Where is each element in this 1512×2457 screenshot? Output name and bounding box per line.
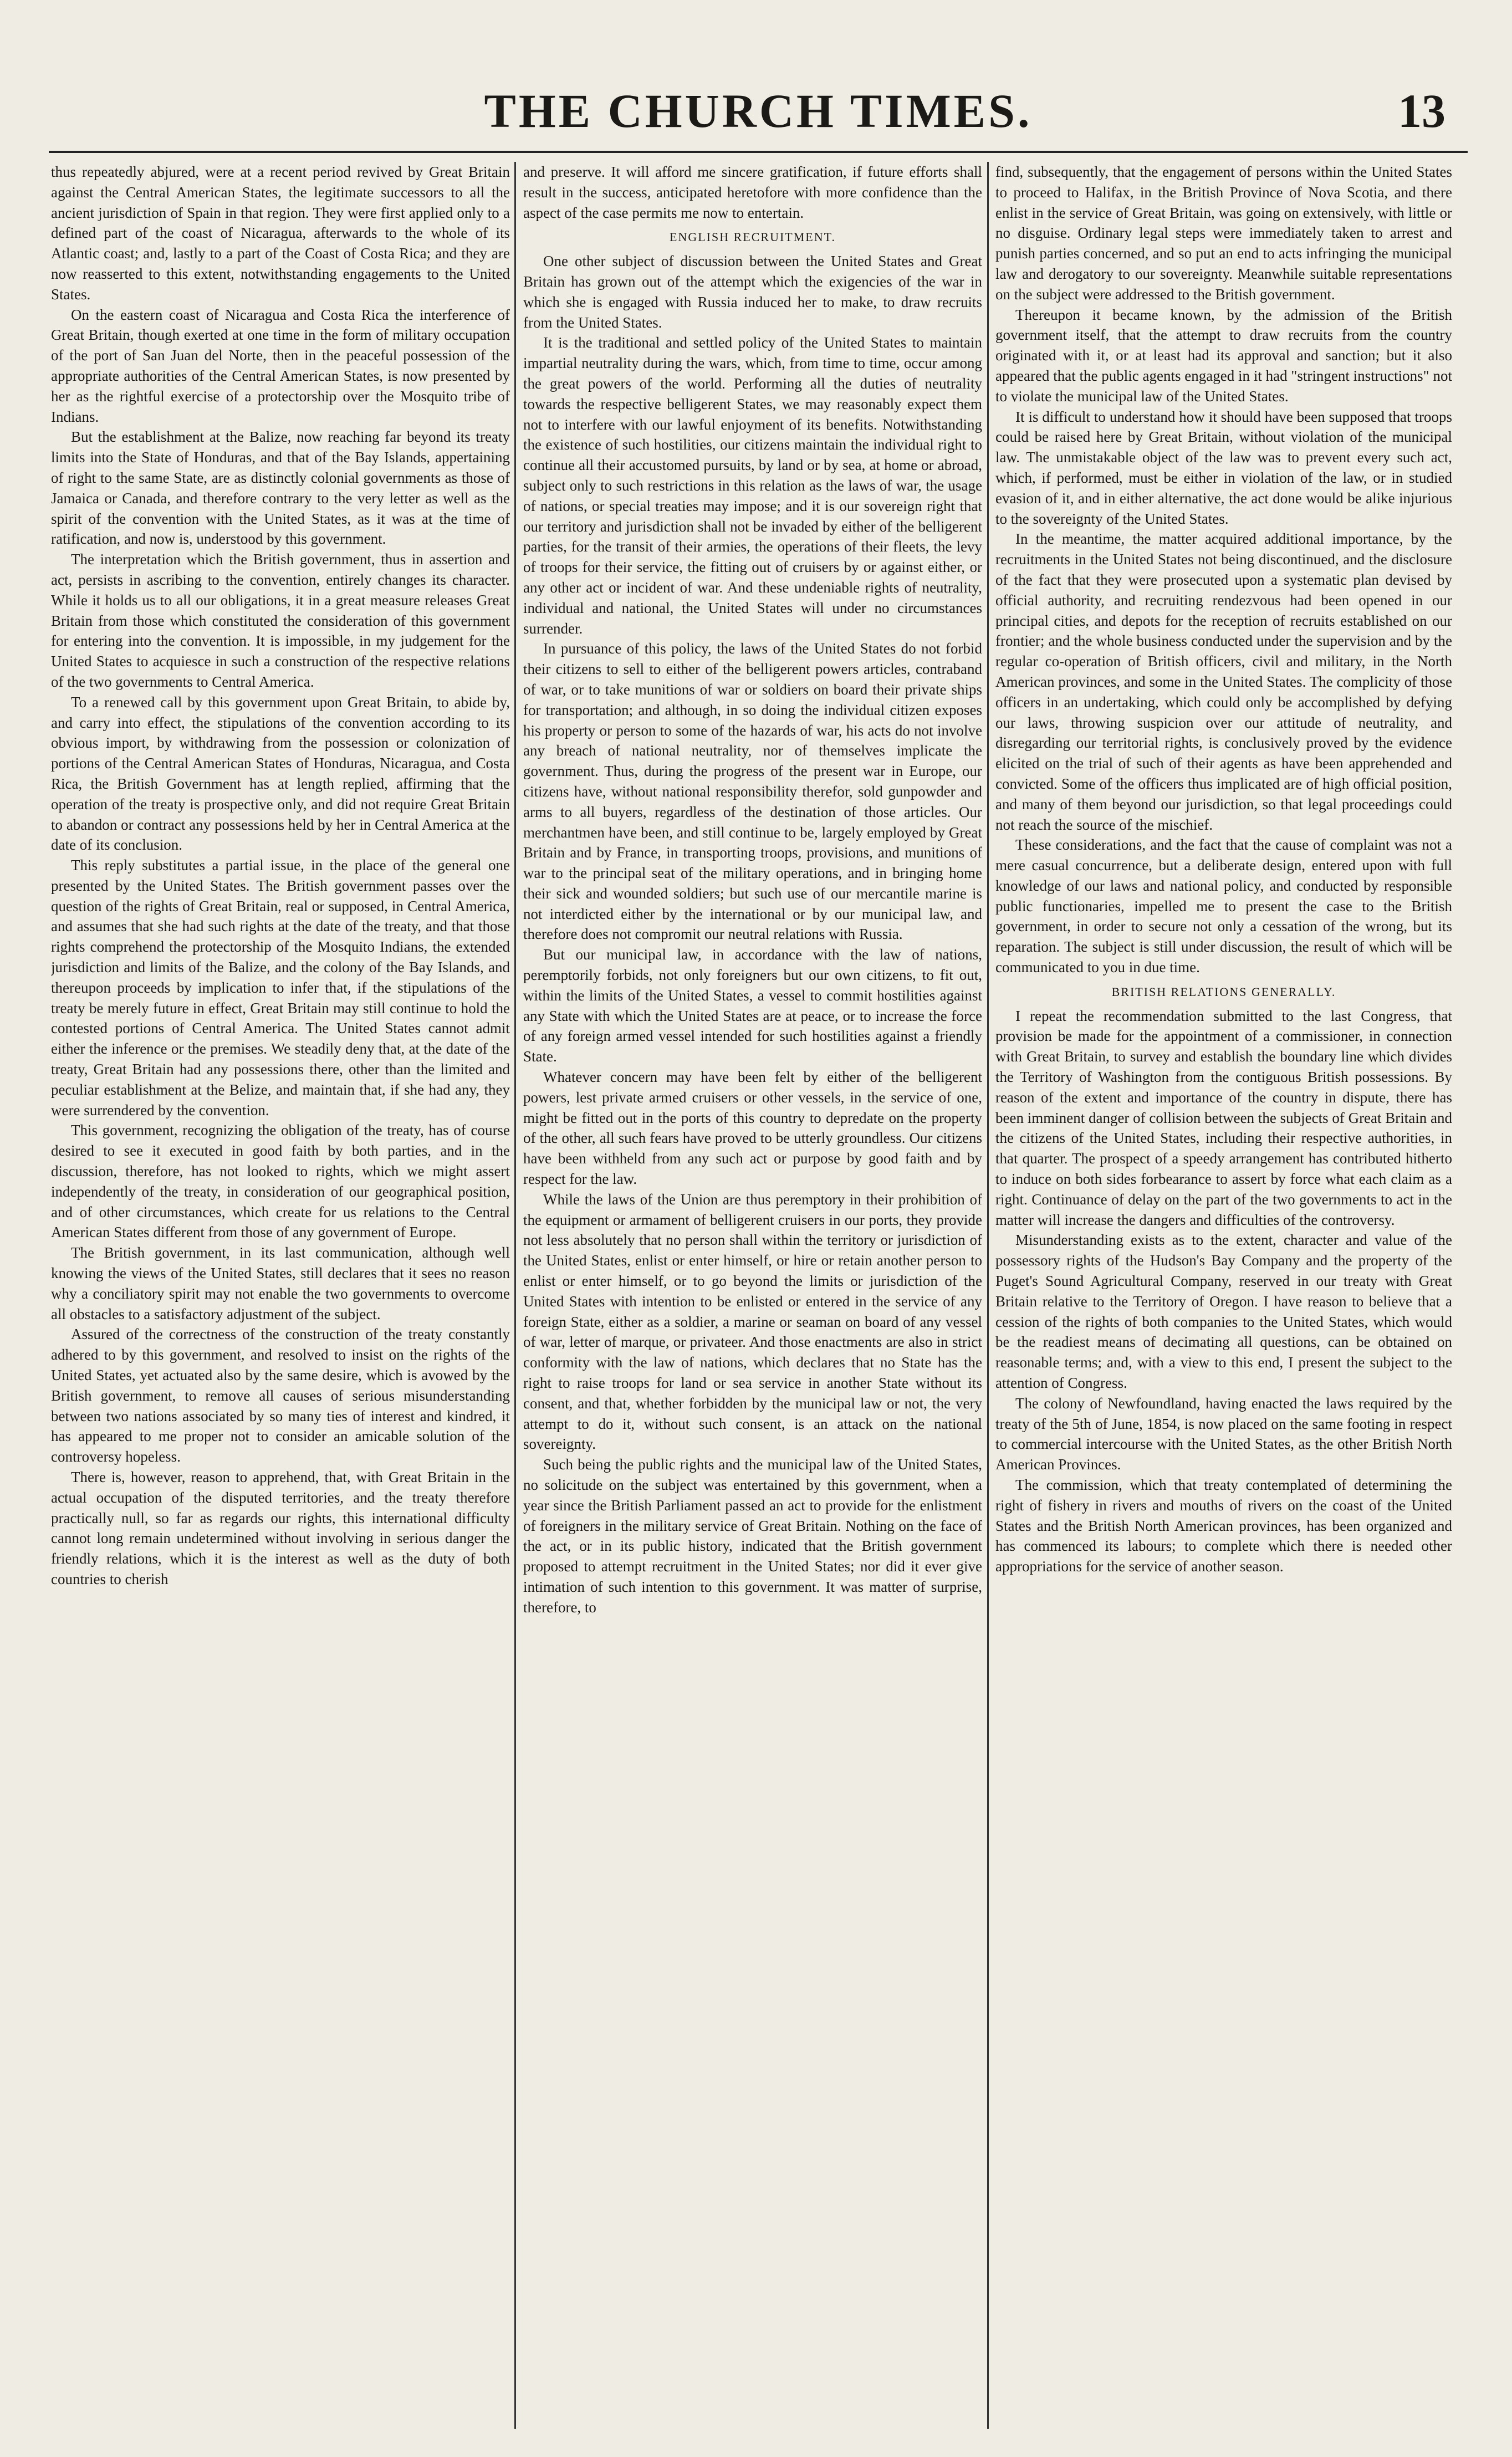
paragraph: In pursuance of this policy, the laws of the United States do not forbid their citizens to sell to either of the belligerent powers articles, contraband of war, or to take munitions of war or soldiers on board their private ships for transportation; and although, in so doing the individual citizen exposes his property or person to some of the hazards of war, his acts do not involve any breach of national neutrality, nor of themselves implicate the government. Thus, during the progress of the present war in Europe, our citizens have, without national responsibility therefor, sold gunpowder and arms to all buyers, regardless of the destination of those articles. Our merchantmen have been, and still continue to be, largely employed by Great Britain and by France, in transporting troops, provisions, and munitions of war to the principal seat of the military operations, and in bringing home their sick and wounded soldiers; but such use of our mercantile marine is not interdicted either by the international or by our municipal law, and therefore does not compromit our neutral relations with Russia. (523, 640, 982, 943)
paragraph: This reply substitutes a partial issue, in the place of the general one presented by the United States. The British government passes over the question of the rights of Great Britain, real or supposed, in Central America, and assumes that she had such rights at the date of the treaty, and that those rights comprehend the protectorship of the Mosquito Indians, the extended jurisdiction and limits of the Balize, and the colony of the Bay Islands, and thereupon proceeds by implication to infer that, if the stipulations of the treaty be merely future in effect, Great Britain may still continue to hold the contested portions of Central America. The United States cannot admit either the inference or the premises. We steadily deny that, at the date of the treaty, Great Britain had any possessions there, other than the limited and peculiar establishment at the Belize, and maintain that, if she had any, they were surrendered by the convention. (51, 857, 510, 1118)
paragraph: I repeat the recommendation submitted to the last Congress, that provision be made for the appointment of a commissioner, in connection with Great Britain, to survey and establish the boundary line which divides the Territory of Washington from the contiguous British possessions. By reason of the extent and importance of the country in dispute, there has been imminent danger of collision between the subjects of Great Britain and the citizens of the United States, including their respective authorities, in that quarter. The prospect of a speedy arrangement has contributed hitherto to induce on both sides forbearance to assert by force what each claim as a right. Continuance of delay on the part of the two governments to act in the matter will increase the dangers and difficulties of the controversy. (995, 1007, 1452, 1228)
paragraph: But our municipal law, in accordance with the law of nations, peremptorily forbids, not only foreigners but our own citizens, to fit out, within the limits of the United States, a vessel to commit hostilities against any State with which the United States are at peace, or to increase the force of any foreign armed vessel intended for such hostilities against a friendly State. (523, 946, 982, 1065)
paragraph: In the meantime, the matter acquired additional importance, by the recruitments in the United States not being discontinued, and the disclosure of the fact that they were prosecuted upon a systematic plan devised by official authority, and recruiting rendezvous had been opened in our principal cities, and depots for the reception of recruits established on our frontier; and the whole business conducted under the supervision and by the regular co-operation of British officers, civil and military, in the North American provinces, and some in the United States. The complicity of those officers in an undertaking, which could only be accomplished by defying our laws, throwing suspicion over our attitude of neutrality, and disregarding our territorial rights, is conclusively proved by the evidence elicited on the trial of such of their agents as have been apprehended and convicted. Some of the officers thus implicated are of high official position, and many of them beyond our jurisdiction, so that legal proceedings could not reach the source of the mischief. (995, 530, 1452, 833)
paragraph: The commission, which that treaty contemplated of determining the right of fishery in rivers and mouths of rivers on the coast of the United States and the British North American provinces, has been organized and has commenced its labours; to complete which there is needed other appropriations for the service of another season. (995, 1477, 1452, 1575)
paragraph: The colony of Newfoundland, having enacted the laws required by the treaty of the 5th of June, 1854, is now placed on the same footing in respect to commercial intercourse with the United States, as the other British North American Provinces. (995, 1394, 1452, 1473)
column-divider (514, 162, 516, 2429)
paragraph: find, subsequently, that the engagement of persons within the United States to proceed to Halifax, in the British Province of Nova Scotia, and there enlist in the service of Great Britain, was going on extensively, with little or no disguise. Ordinary legal steps were immediately taken to arrest and punish parties concerned, and so put an end to acts infringing the municipal law and derogatory to our sovereignty. Meanwhile suitable representations on the subject were addressed to the British government. (995, 164, 1452, 303)
paragraph: The British government, in its last communication, although well knowing the views of the United States, still declares that it sees no reason why a conciliatory spirit may not enable the two governments to overcome all obstacles to a satisfactory adjustment of the subject. (51, 1244, 510, 1322)
paragraph: But the establishment at the Balize, now reaching far beyond its treaty limits into the State of Honduras, and that of the Bay Islands, appertaining of right to the same State, are as distinctly colonial governments as those of Jamaica or Canada, and therefore contrary to the very letter as well as the spirit of the convention with the United States, as it was at the time of ratification, and now is, understood by this government. (51, 428, 510, 548)
paragraph: This government, recognizing the obligation of the treaty, has of course desired to see it executed in good faith by both parties, and in the discussion, therefore, has not looked to rights, which we might assert independently of the treaty, in consideration of our geographical position, and of other circumstances, which create for us relations to the Central American States different from those of any government of Europe. (51, 1122, 510, 1241)
paragraph: There is, however, reason to apprehend, that, with Great Britain in the actual occupation of the disputed territories, and the treaty therefore practically null, so far as regards our rights, this international difficulty cannot long remain undetermined without involving in serious danger the friendly relations, which it is the interest as well as the duty of both countries to cherish (51, 1469, 510, 1587)
paragraph: Assured of the correctness of the construction of the treaty constantly adhered to by this government, and resolved to insist on the rights of the United States, yet actuated also by the same desire, which is avowed by the British government, to remove all causes of serious misunderstanding between two nations associated by so many ties of interest and kindred, it has appeared to me proper not to consider an amicable solution of the controversy hopeless. (51, 1326, 510, 1465)
page-number: 13 (1398, 84, 1445, 137)
paragraph: Misunderstanding exists as to the extent, character and value of the possessory rights of the Hudson's Bay Company and the property of the Puget's Sound Agricultural Company, reserved in our treaty with Great Britain relative to the Territory of Oregon. I have reason to believe that a cession of the rights of both companies to the United States, which would be the readiest means of decimating all questions, can be obtained on reasonable terms; and, with a view to this end, I present the subject to the attention of Congress. (995, 1232, 1452, 1392)
paragraph: It is difficult to understand how it should have been supposed that troops could be raised here by Great Britain, without violation of the municipal law. The unmistakable object of the law was to prevent every such act, which, if performed, must be either in violation of the law, or in studied evasion of it, and in either alternative, the act done would be alike injurious to the sovereignty of the United States. (995, 408, 1452, 527)
paragraph: To a renewed call by this government upon Great Britain, to abide by, and carry into effect, the stipulations of the convention according to its obvious import, by withdrawing from the possession or colonization of portions of the Central American States of Honduras, Nicaragua, and Costa Rica, the British Government has at length replied, affirming that the operation of the treaty is prospective only, and did not require Great Britain to abandon or contract any possessions held by her in Central America at the date of its conclusion. (51, 693, 510, 854)
page-header (49, 83, 1468, 150)
paragraph: While the laws of the Union are thus peremptory in their prohibition of the equipment or armament of belligerent cruisers in our ports, they provide not less absolutely that no person shall within the territory or jurisdiction of the United States, enlist or enter himself, or hire or retain another person to enlist or enter himself, or to go beyond the limits or jurisdiction of the United States with intention to be enlisted or entered in the service of any foreign State, either as a soldier, a marine or seaman on board of any vessel of war, letter of marque, or privateer. And those enactments are also in strict conformity with the law of nations, which declares that no State has the right to raise troops for land or sea service in another State without its consent, and that, whether forbidden by the municipal law or not, the very attempt to do it, without such consent, is an attack on the national sovereignty. (523, 1191, 982, 1453)
column-divider (987, 162, 989, 2429)
paragraph: Such being the public rights and the municipal law of the United States, no solicitude on the subject was entertained by this government, when a year since the British Parliament passed an act to provide for the enlistment of foreigners in the military service of Great Britain. Nothing on the face of the act, or in its public history, indicated that the British government proposed to attempt recruitment in the United States; nor did it ever give intimation of such intention to this government. It was matter of surprise, therefore, to (523, 1456, 982, 1616)
text-column-3 (995, 162, 1452, 2429)
section-heading: ENGLISH RECRUITMENT. (670, 230, 836, 244)
section-heading: BRITISH RELATIONS GENERALLY. (1111, 984, 1336, 999)
paragraph: Thereupon it became known, by the admission of the British government itself, that the attempt to draw recruits from the country originated with it, or at least had its approval and sanction; but it also appeared that the public agents engaged in it had "stringent instructions" not to violate the municipal law of the United States. (995, 306, 1452, 405)
paragraph: On the eastern coast of Nicaragua and Costa Rica the interference of Great Britain, though exerted at one time in the form of military occupation of the port of San Juan del Norte, then in the peaceful possession of the appropriate authorities of the Central American States, is now presented by her as the rightful exercise of a protectorship over the Mosquito tribe of Indians. (51, 306, 510, 425)
paragraph: One other subject of discussion between the United States and Great Britain has grown out of the attempt which the exigencies of the war in which she is engaged with Russia induced her to make, to draw recruits from the United States. (523, 253, 982, 331)
paragraph: The interpretation which the British government, thus in assertion and act, persists in ascribing to the convention, entirely changes its character. While it holds us to all our obligations, it in a great measure releases Great Britain from those which constituted the consideration of this government for entering into the convention. It is impossible, in my judgement for the United States to acquiesce in such a construction of the respective relations of the two governments to Central America. (51, 551, 510, 690)
paragraph: These considerations, and the fact that the cause of complaint was not a mere casual concurrence, but a deliberate design, entered upon with full knowledge of our laws and national policy, and conducted by responsible public functionaries, impelled me to present the case to the British government, in order to secure not only a cessation of the wrong, but its reparation. The subject is still under discussion, the result of which will be communicated to you in due time. (995, 836, 1452, 976)
paragraph: thus repeatedly abjured, were at a recent period revived by Great Britain against the Central American States, the legitimate successors to all the ancient jurisdiction of Spain in that region. They were first applied only to a defined part of the coast of Nicaragua, afterwards to the whole of its Atlantic coast; and, lastly to a part of the Coast of Costa Rica; and they are now reasserted to this extent, notwithstanding engagements to the United States. (51, 164, 510, 303)
masthead-title: THE CHURCH TIMES. (484, 84, 1033, 137)
header-rule (49, 151, 1468, 153)
paragraph: Whatever concern may have been felt by either of the belligerent powers, lest private armed cruisers or other vessels, in the service of one, might be fitted out in the ports of this country to depredate on the property of the other, all such fears have proved to be utterly groundless. Our citizens have been withheld from any such act or purpose by good faith and by respect for the law. (523, 1069, 982, 1188)
text-column-1 (51, 162, 510, 2429)
text-column-2 (523, 162, 982, 2429)
paragraph: It is the traditional and settled policy of the United States to maintain impartial neutrality during the wars, which, from time to time, occur among the great powers of the world. Performing all the duties of neutrality towards the respective belligerent States, we may reasonably expect them not to interfere with our lawful enjoyment of its benefits. Notwithstanding the existence of such hostilities, our citizens maintain the individual right to continue all their accustomed pursuits, by land or by sea, at home or abroad, subject only to such restrictions in this relation as the laws of war, the usage of nations, or special treaties may impose; and it is our sovereign right that our territory and jurisdiction shall not be invaded by either of the belligerent parties, for the transit of their armies, the operations of their fleets, the levy of troops for their service, the fitting out of cruisers by or against either, or any other act or incident of war. And these undeniable rights of neutrality, individual and national, the United States will under no circumstances surrender. (523, 334, 982, 637)
paragraph: and preserve. It will afford me sincere gratification, if future efforts shall result in the success, anticipated heretofore with more confidence than the aspect of the case permits me now to entertain. (523, 164, 982, 221)
